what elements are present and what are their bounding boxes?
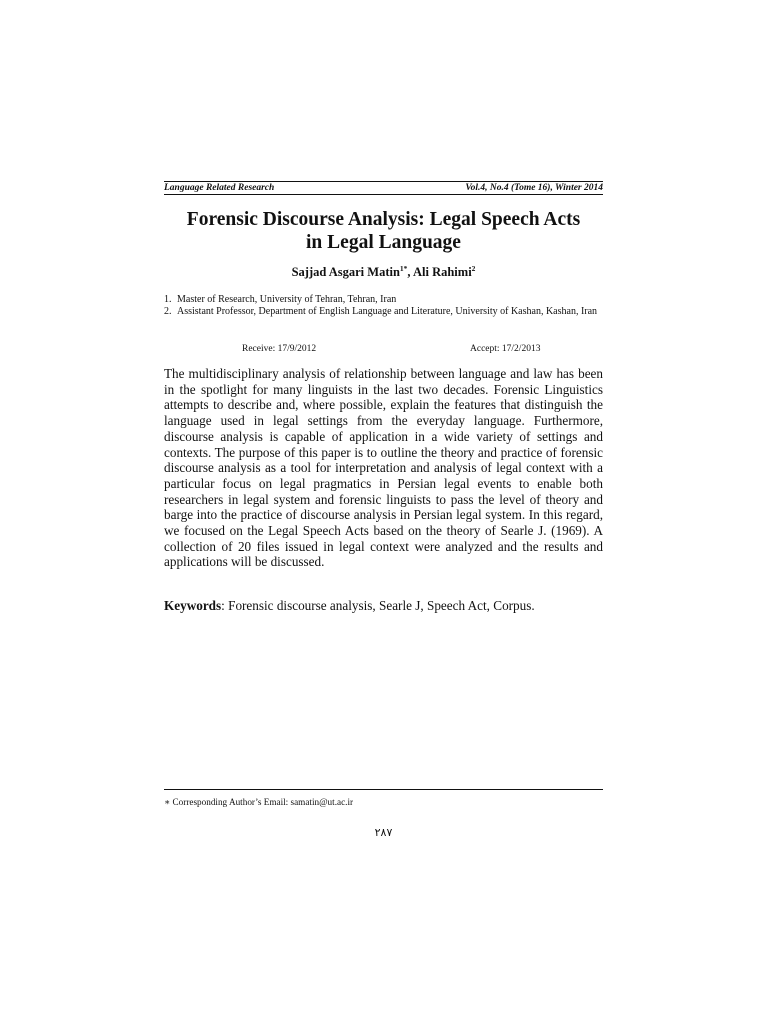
title-line-1: Forensic Discourse Analysis: Legal Speech Acts: [186, 209, 581, 230]
author-1-marker: 1*: [399, 263, 408, 273]
affiliation-2-text: Assistant Professor, Department of English Language and Literature, University of Kashan, Kashan, Iran: [177, 306, 598, 318]
affiliation-2: [164, 306, 603, 318]
title-line-2: in Legal Language: [306, 232, 461, 253]
keywords-text: : Forensic discourse analysis, Searle J, Speech Act, Corpus.: [221, 598, 535, 613]
receive-date: Receive: 17/9/2012: [242, 344, 317, 354]
author-list: [164, 264, 603, 280]
abstract-paragraph: The multidisciplinary analysis of relationship between language and law has been in the spotlight for many linguists in the last two decades. Forensic Linguistics attempts to describe and, where possible, explain the features that distinguish the language used in legal settings from the everyday language. Furthermore, discourse analysis is capable of application in a wide variety of settings and contexts. The purpose of this paper is to outline the theory and practice of forensic discourse analysis as a tool for interpretation and analysis of legal context with a particular focus on legal pragmatics in Persian legal events to enable both researchers in legal system and forensic linguists to pass the level of theory and barge into the practice of discourse analysis in Persian legal system. In this regard, we focused on the Legal Speech Acts based on the theory of Searle J. (1969). A collection of 20 files issued in legal context were analyzed and the results and applications will be discussed.: [164, 366, 603, 570]
volume-info: Vol.4, No.4 (Tome 16), Winter 2014: [465, 183, 603, 193]
affiliation-1-text: Master of Research, University of Tehran, Tehran, Iran: [177, 294, 397, 305]
paper-title: [164, 208, 603, 254]
footnote-divider: [164, 789, 603, 790]
author-1-name: Sajjad Asgari Matin: [291, 265, 400, 279]
corresponding-author-footnote: ∗ Corresponding Author’s Email: samatin@ut.ac.ir: [164, 797, 354, 807]
page-number: ۲۸۷: [374, 827, 393, 839]
journal-name: Language Related Research: [164, 183, 275, 193]
affiliation-2-number: 2.: [164, 306, 172, 318]
author-2-name: Ali Rahimi: [412, 265, 472, 279]
keywords-label: Keywords: [164, 598, 222, 613]
keywords: [164, 598, 603, 614]
author-separator: ,: [407, 265, 413, 279]
author-2-marker: 2: [471, 263, 476, 273]
affiliations: [164, 294, 603, 318]
affiliation-1: [164, 294, 603, 306]
accept-date: Accept: 17/2/2013: [470, 344, 541, 354]
affiliation-1-number: 1.: [164, 294, 172, 305]
running-header: [164, 181, 603, 195]
